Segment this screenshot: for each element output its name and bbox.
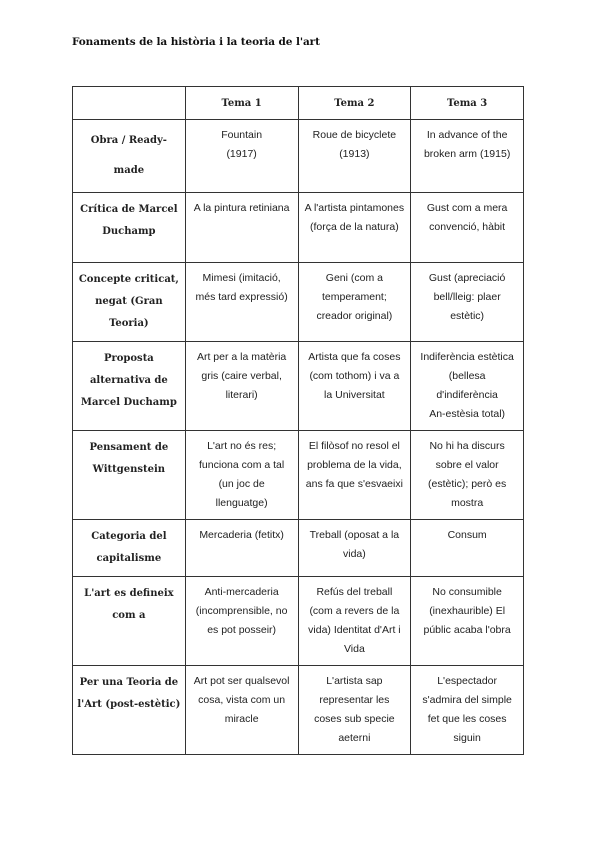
header-tema-3: Tema 3 <box>411 87 524 120</box>
table-cell: L'espectador s'admira del simple fet que les coses siguin <box>411 666 524 755</box>
table-cell: Mimesi (imitació, més tard expressió) <box>185 263 298 342</box>
table-row <box>73 520 524 577</box>
table-cell: L'artista sap representar les coses sub specie aeterni <box>298 666 411 755</box>
comparison-table <box>72 86 524 755</box>
header-tema-2: Tema 2 <box>298 87 411 120</box>
table-cell: In advance of the broken arm (1915) <box>411 120 524 193</box>
table-cell: No hi ha discurs sobre el valor (estètic); però es mostra <box>411 431 524 520</box>
table-cell: Consum <box>411 520 524 577</box>
table-cell: El filòsof no resol el problema de la vida, ans fa que s'esvaeixi <box>298 431 411 520</box>
document-title: Fonaments de la història i la teoria de l'art <box>72 36 320 48</box>
table-header-row <box>73 87 524 120</box>
table-row <box>73 431 524 520</box>
row-label: Concepte criticat, negat (Gran Teoria) <box>73 263 186 342</box>
table-cell: Art pot ser qualsevol cosa, vista com un miracle <box>185 666 298 755</box>
table-cell: Art per a la matèria gris (caire verbal, literari) <box>185 342 298 431</box>
row-label: Obra / Ready-made <box>73 120 186 193</box>
row-label: Categoria del capitalisme <box>73 520 186 577</box>
table-row <box>73 263 524 342</box>
table-row <box>73 577 524 666</box>
table-cell: A la pintura retiniana <box>185 193 298 263</box>
table-cell: Indiferència estètica (bellesa d'indiferència An-estèsia total) <box>411 342 524 431</box>
row-label: Pensament de Wittgenstein <box>73 431 186 520</box>
table-cell: Anti-mercaderia (incomprensible, no es pot posseir) <box>185 577 298 666</box>
table-cell: Geni (com a temperament; creador original) <box>298 263 411 342</box>
table-cell: Refús del treball (com a revers de la vida) Identitat d'Art i Vida <box>298 577 411 666</box>
table-cell: No consumible (inexhaurible) El públic acaba l'obra <box>411 577 524 666</box>
table-cell: Roue de bicyclete (1913) <box>298 120 411 193</box>
row-label: Per una Teoria de l'Art (post-estètic) <box>73 666 186 755</box>
table-row <box>73 120 524 193</box>
table-cell: Fountain (1917) <box>185 120 298 193</box>
table-cell: L'art no és res; funciona com a tal (un joc de llenguatge) <box>185 431 298 520</box>
table-cell: Artista que fa coses (com tothom) i va a la Universitat <box>298 342 411 431</box>
row-label: L'art es defineix com a <box>73 577 186 666</box>
table-row <box>73 342 524 431</box>
table-cell: Treball (oposat a la vida) <box>298 520 411 577</box>
table-cell: Gust (apreciació bell/lleig: plaer estètic) <box>411 263 524 342</box>
header-empty-cell <box>73 87 186 120</box>
table-row <box>73 666 524 755</box>
table-cell: A l'artista pintamones (força de la natura) <box>298 193 411 263</box>
table-cell: Mercaderia (fetitx) <box>185 520 298 577</box>
table-row <box>73 193 524 263</box>
header-tema-1: Tema 1 <box>185 87 298 120</box>
row-label: Proposta alternativa de Marcel Duchamp <box>73 342 186 431</box>
table-cell: Gust com a mera convenció, hàbit <box>411 193 524 263</box>
row-label: Crítica de Marcel Duchamp <box>73 193 186 263</box>
